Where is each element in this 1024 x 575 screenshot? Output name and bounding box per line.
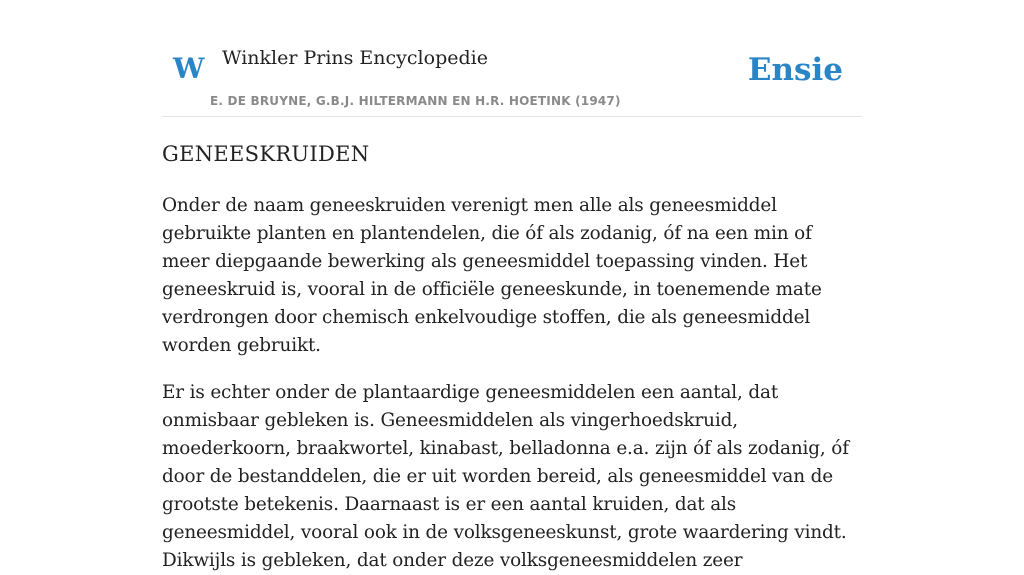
source-authors: E. DE BRUYNE, G.B.J. HILTERMANN EN H.R. HOETINK (1947) — [210, 94, 621, 108]
article-paragraph-1: Onder de naam geneeskruiden verenigt men alle als geneesmiddel gebruikte planten en plantendelen, die óf als zodanig, óf na een min of meer diepgaande bewerking als geneesmiddel toepassing vinden. Het geneeskruid is, vooral in de officiële geneeskunde, in toenemende mate verdrongen door chemisch enkelvoudige stoffen, die als geneesmiddel worden gebruikt. — [162, 195, 822, 356]
site-header — [162, 0, 862, 117]
ensie-brand-logo[interactable]: Ensie — [747, 52, 843, 88]
article-headword: GENEESKRUIDEN — [162, 142, 370, 166]
article-paragraph-2: Er is echter onder de plantaardige geneesmiddelen een aantal, dat onmisbaar gebleken is. Geneesmiddelen als vingerhoedskruid, moederkoorn, braakwortel, kinabast, belladonna e.a. zijn óf als zodanig, óf door de bestanddelen, die er uit worden bereid, als geneesmiddel van de grootste betekenis. Daarnaast is er een aantal kruiden, dat als geneesmiddel, vooral ook in de volksgeneeskunst, grote waardering vindt. Dikwijls is gebleken, dat onder deze volksgeneesmiddelen zeer — [162, 382, 849, 571]
article — [162, 136, 862, 575]
source-title: Winkler Prins Encyclopedie — [222, 47, 488, 69]
winkler-prins-logo[interactable]: W — [173, 52, 205, 85]
